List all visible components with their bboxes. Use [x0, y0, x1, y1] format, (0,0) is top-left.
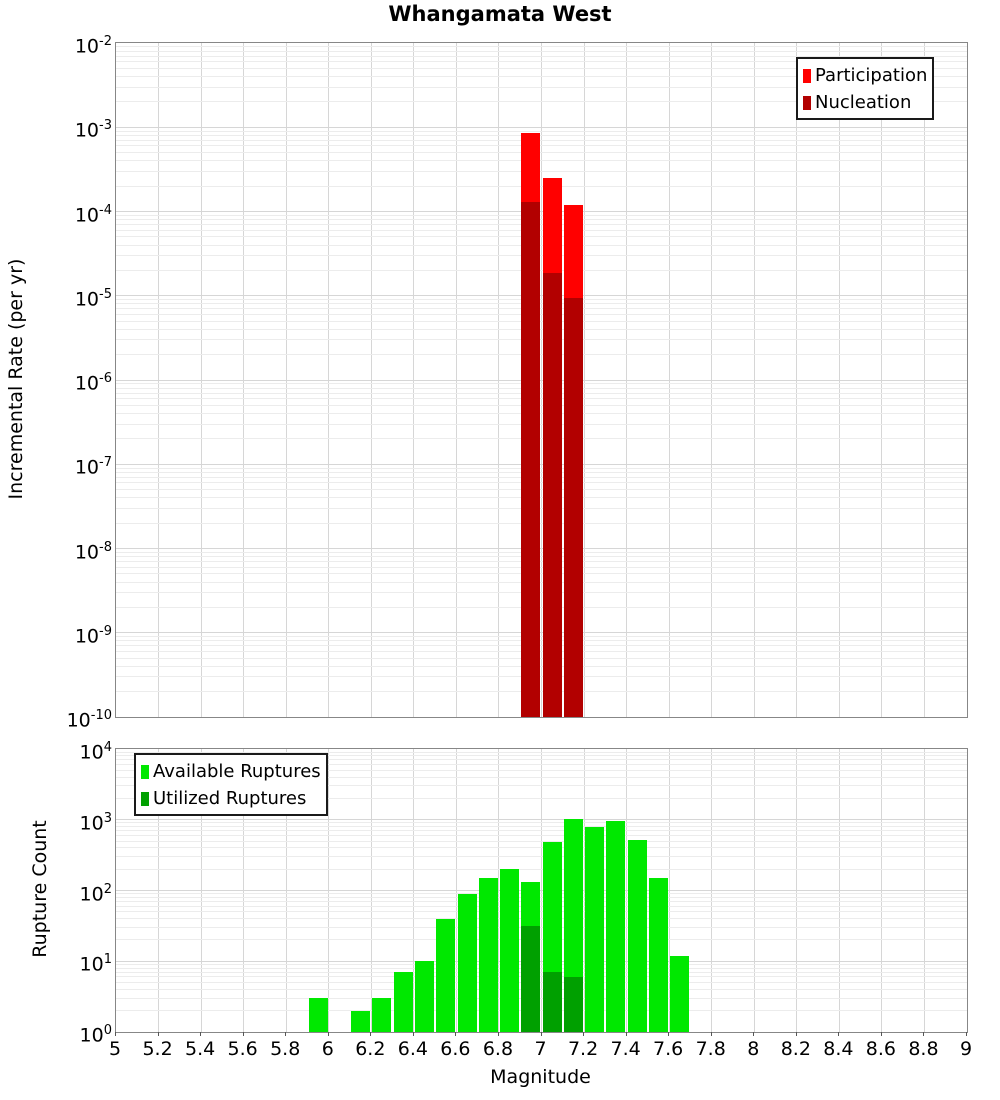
x-tick-label: 9 — [959, 1038, 973, 1060]
gridline-minor — [116, 972, 967, 973]
gridline-minor — [116, 308, 967, 309]
gridline-minor — [116, 897, 967, 898]
x-tick-mark — [966, 1032, 967, 1036]
gridline-major — [116, 380, 967, 381]
gridline-minor — [116, 152, 967, 153]
x-tick-mark — [243, 1032, 244, 1036]
x-tick-mark — [838, 1032, 839, 1036]
legend-item-nucleation — [803, 89, 927, 116]
x-axis-label: Magnitude — [490, 1066, 591, 1088]
gridline-minor — [116, 636, 967, 637]
gridline-minor — [116, 468, 967, 469]
available-ruptures-bar — [351, 1011, 370, 1032]
chart-title: Whangamata West — [388, 2, 612, 26]
x-tick-label: 6.6 — [440, 1038, 471, 1060]
gridline-minor — [116, 339, 967, 340]
gridline-minor — [116, 918, 967, 919]
top-y-axis-label: Incremental Rate (per yr) — [5, 258, 27, 500]
gridline-minor — [116, 270, 967, 271]
x-tick-mark — [498, 1032, 499, 1036]
gridline-minor — [116, 230, 967, 231]
gridline-minor — [116, 508, 967, 509]
gridline-minor — [116, 561, 967, 562]
x-tick-mark — [541, 1032, 542, 1036]
gridline-minor — [116, 219, 967, 220]
gridline-minor — [116, 393, 967, 394]
gridline-minor — [116, 856, 967, 857]
gridline-minor — [116, 976, 967, 977]
bottom-legend — [134, 753, 328, 816]
y-tick-label: $10^{-7}$ — [74, 455, 112, 479]
available-ruptures-bar — [500, 869, 519, 1032]
gridline-minor — [116, 160, 967, 161]
utilized-ruptures-bar — [564, 977, 583, 1032]
utilized-ruptures-bar — [543, 972, 562, 1032]
x-tick-label: 6.4 — [397, 1038, 428, 1060]
x-tick-mark — [668, 1032, 669, 1036]
gridline-minor — [116, 171, 967, 172]
available-ruptures-bar — [394, 972, 413, 1032]
gridline-minor — [116, 645, 967, 646]
x-tick-mark — [413, 1032, 414, 1036]
gridline-minor — [116, 383, 967, 384]
legend-label: Nucleation — [815, 92, 912, 113]
x-tick-label: 6 — [321, 1038, 334, 1060]
gridline-minor — [116, 556, 967, 557]
top-plot-area — [115, 42, 968, 718]
y-tick-label: $10^{-5}$ — [74, 286, 112, 311]
gridline-major — [116, 295, 967, 296]
available-ruptures-bar — [309, 998, 328, 1032]
gridline-minor — [116, 835, 967, 836]
available-ruptures-bar — [415, 961, 434, 1032]
x-tick-mark — [923, 1032, 924, 1036]
legend-label: Participation — [815, 65, 928, 86]
gridline-minor — [116, 497, 967, 498]
gridline-minor — [116, 939, 967, 940]
gridline-major — [116, 548, 967, 549]
gridline-minor — [116, 691, 967, 692]
legend-label: Utilized Ruptures — [153, 788, 307, 809]
x-tick-label: 7 — [534, 1038, 547, 1060]
gridline-major — [116, 632, 967, 633]
x-tick-mark — [115, 1032, 116, 1036]
bottom-y-axis-label: Rupture Count — [29, 820, 51, 958]
gridline-minor — [116, 567, 967, 568]
available-ruptures-swatch-icon — [141, 765, 149, 779]
x-tick-label: 7.6 — [653, 1038, 684, 1060]
x-tick-label: 6.2 — [355, 1038, 386, 1060]
gridline-minor — [116, 676, 967, 677]
x-tick-mark — [881, 1032, 882, 1036]
x-tick-mark — [583, 1032, 584, 1036]
gridline-minor — [116, 893, 967, 894]
available-ruptures-bar — [436, 919, 455, 1032]
gridline-minor — [116, 982, 967, 983]
legend-item-utilized-ruptures — [141, 785, 321, 812]
x-tick-mark — [370, 1032, 371, 1036]
gridline-minor — [116, 964, 967, 965]
nucleation-swatch-icon — [803, 96, 811, 110]
available-ruptures-bar — [670, 956, 689, 1032]
gridline-minor — [116, 822, 967, 823]
gridline-minor — [116, 592, 967, 593]
x-tick-mark — [328, 1032, 329, 1036]
x-tick-label: 5.8 — [270, 1038, 301, 1060]
x-tick-label: 8.4 — [823, 1038, 854, 1060]
gridline-minor — [116, 906, 967, 907]
gridline-minor — [116, 607, 967, 608]
gridline-minor — [116, 236, 967, 237]
y-tick-label: $10^{-9}$ — [74, 623, 112, 648]
gridline-minor — [116, 186, 967, 187]
gridline-minor — [116, 131, 967, 132]
x-tick-mark — [753, 1032, 754, 1036]
x-tick-mark — [455, 1032, 456, 1036]
available-ruptures-bar — [628, 840, 647, 1032]
gridline-minor — [116, 482, 967, 483]
x-tick-mark — [711, 1032, 712, 1036]
gridline-minor — [116, 314, 967, 315]
x-tick-label: 7.2 — [567, 1038, 599, 1060]
x-tick-mark — [626, 1032, 627, 1036]
gridline-minor — [116, 424, 967, 425]
gridline-minor — [116, 523, 967, 524]
gridline-minor — [116, 847, 967, 848]
gridline-minor — [116, 477, 967, 478]
gridline-minor — [116, 968, 967, 969]
gridline-minor — [116, 826, 967, 827]
y-tick-label: $10^{-10}$ — [66, 708, 112, 732]
gridline-minor — [116, 145, 967, 146]
x-tick-label: 8.8 — [908, 1038, 939, 1060]
gridline-minor — [116, 405, 967, 406]
nucleation-bar — [521, 202, 540, 717]
available-ruptures-bar — [479, 878, 498, 1032]
y-tick-label: $10^3$ — [79, 810, 112, 835]
legend-item-participation — [803, 62, 927, 89]
gridline-minor — [116, 398, 967, 399]
gridline-minor — [116, 911, 967, 912]
gridline-minor — [116, 830, 967, 831]
gridline-major — [116, 890, 967, 891]
gridline-minor — [116, 927, 967, 928]
gridline-minor — [116, 303, 967, 304]
x-tick-label: 7.4 — [610, 1038, 641, 1060]
gridline-minor — [116, 901, 967, 902]
gridline-minor — [116, 489, 967, 490]
x-tick-label: 5 — [108, 1038, 122, 1060]
x-tick-label: 7.8 — [695, 1038, 726, 1060]
available-ruptures-bar — [649, 878, 668, 1032]
gridline-minor — [116, 552, 967, 553]
x-tick-mark — [200, 1032, 201, 1036]
y-tick-label: $10^{-4}$ — [74, 202, 112, 226]
gridline-major — [116, 961, 967, 962]
x-tick-mark — [285, 1032, 286, 1036]
y-tick-label: $10^{-8}$ — [74, 539, 112, 563]
gridline-minor — [116, 321, 967, 322]
y-tick-label: $10^{-3}$ — [74, 118, 112, 142]
gridline-minor — [116, 666, 967, 667]
nucleation-bar — [543, 273, 562, 717]
gridline-minor — [116, 255, 967, 256]
x-tick-mark — [796, 1032, 797, 1036]
gridline-minor — [116, 658, 967, 659]
gridline-major — [116, 464, 967, 465]
y-tick-label: $10^4$ — [79, 740, 112, 764]
x-tick-label: 8.2 — [780, 1038, 811, 1060]
gridline-major — [116, 127, 967, 128]
gridline-minor — [116, 329, 967, 330]
gridline-minor — [116, 582, 967, 583]
x-tick-label: 5.6 — [227, 1038, 258, 1060]
gridline-minor — [116, 224, 967, 225]
y-tick-label: $10^2$ — [79, 881, 112, 905]
gridline-minor — [116, 388, 967, 389]
gridline-minor — [116, 998, 967, 999]
gridline-minor — [116, 651, 967, 652]
top-legend — [796, 57, 934, 120]
gridline-minor — [116, 51, 967, 52]
available-ruptures-bar — [585, 827, 604, 1032]
available-ruptures-bar — [372, 998, 391, 1032]
x-tick-label: 8.6 — [865, 1038, 896, 1060]
utilized-ruptures-swatch-icon — [141, 792, 149, 806]
y-tick-label: $10^1$ — [79, 952, 112, 976]
y-tick-label: $10^0$ — [79, 1023, 112, 1047]
gridline-minor — [116, 989, 967, 990]
gridline-minor — [116, 472, 967, 473]
gridline-minor — [116, 354, 967, 355]
available-ruptures-bar — [606, 821, 625, 1032]
x-tick-mark — [158, 1032, 159, 1036]
gridline-minor — [116, 438, 967, 439]
nucleation-bar — [564, 298, 583, 717]
gridline-minor — [116, 869, 967, 870]
gridline-minor — [116, 46, 967, 47]
gridline-minor — [116, 640, 967, 641]
gridline-minor — [116, 413, 967, 414]
x-tick-label: 6.8 — [482, 1038, 514, 1060]
y-tick-label: $10^{-2}$ — [74, 34, 112, 58]
available-ruptures-bar — [458, 894, 477, 1032]
gridline-minor — [116, 140, 967, 141]
gridline-minor — [116, 135, 967, 136]
gridline-minor — [116, 299, 967, 300]
gridline-minor — [116, 841, 967, 842]
gridline-minor — [116, 215, 967, 216]
x-tick-label: 5.2 — [142, 1038, 173, 1060]
x-tick-label: 5.4 — [184, 1038, 216, 1060]
utilized-ruptures-bar — [521, 926, 540, 1032]
gridline-minor — [116, 245, 967, 246]
gridline-major — [116, 211, 967, 212]
y-tick-label: $10^{-6}$ — [74, 371, 112, 395]
gridline-major — [116, 819, 967, 820]
x-tick-label: 8 — [747, 1038, 760, 1060]
legend-label: Available Ruptures — [153, 761, 321, 782]
gridline-minor — [116, 1010, 967, 1011]
participation-swatch-icon — [803, 69, 811, 83]
legend-item-available-ruptures — [141, 758, 321, 785]
gridline-minor — [116, 573, 967, 574]
